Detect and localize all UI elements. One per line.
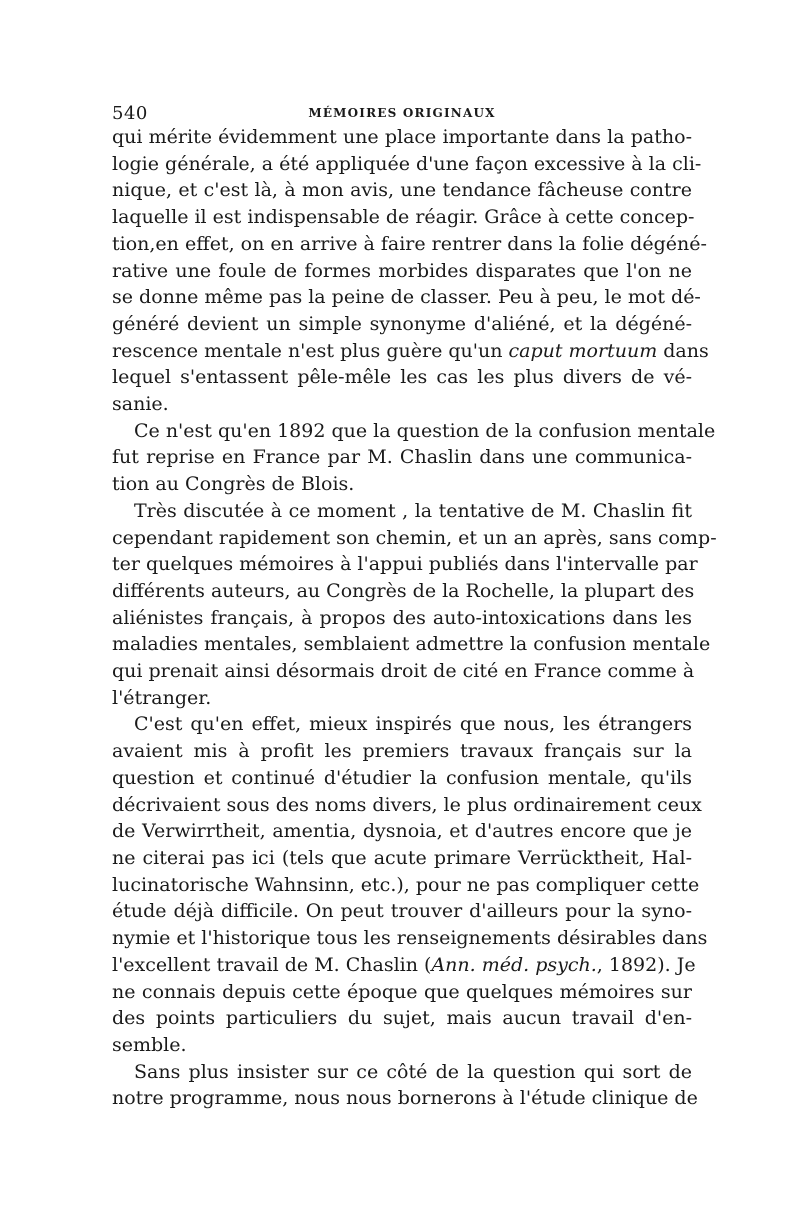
text-line: décrivaient sous des noms divers, le plus ordinairement ceux [112,793,702,816]
text-line: tion au Congrès de Blois. [112,473,355,496]
text-line: de Verwirrtheit, amentia, dysnoia, et d'autres encore que je [112,820,692,843]
text-line: étude déjà difficile. On peut trouver d'ailleurs pour la syno- [112,900,692,923]
text-line: Sans plus insister sur ce côté de la question qui sort de [134,1060,692,1083]
page-header [112,103,692,123]
text-line: l'étranger. [112,686,212,709]
text-line: qui prenait ainsi désormais droit de cité en France comme à [112,660,695,683]
text-line: nique, et c'est là, à mon avis, une tendance fâcheuse contre [112,179,692,202]
text-line: se donne même pas la peine de classer. Peu à peu, le mot dé- [112,286,701,309]
text-line: tion,en effet, on en arrive à faire rentrer dans la folie dégéné- [112,232,707,255]
text-line: avaient mis à profit les premiers travaux français sur la [112,740,692,763]
text-line: notre programme, nous nous bornerons à l'étude clinique de [112,1087,698,1110]
text-line: différents auteurs, au Congrès de la Rochelle, la plupart des [112,579,695,602]
text-line: question et continué d'étudier la confusion mentale, qu'ils [112,766,692,789]
text-line: des points particuliers du sujet, mais aucun travail d'en- [112,1007,692,1030]
text-line: ter quelques mémoires à l'appui publiés dans l'intervalle par [112,553,698,576]
text-line: semble. [112,1033,187,1056]
text-line: nymie et l'historique tous les renseignements désirables dans [112,927,708,950]
text-line: sanie. [112,393,169,416]
paragraph [112,1059,698,1112]
text-line: lequel s'entassent pêle-mêle les cas les plus divers de vé- [112,366,692,389]
text-line: fut reprise en France par M. Chaslin dans une communica- [112,446,692,469]
text-line: C'est qu'en effet, mieux inspirés que nous, les étrangers [134,713,692,736]
text-line: qui mérite évidemment une place importante dans la patho- [112,126,692,148]
text-line: rative une foule de formes morbides disparates que l'on ne [112,259,692,282]
paragraph [112,418,716,498]
text-line: ne connais depuis cette époque que quelques mémoires sur [112,980,692,1003]
text-line: maladies mentales, semblaient admettre la confusion mentale [112,633,711,656]
text-line: cependant rapidement son chemin, et un an après, sans comp- [112,526,717,549]
paragraph [112,124,709,418]
text-line: l'excellent travail de M. Chaslin (Ann. méd. psych., 1892). Je [112,953,696,976]
paragraph [112,498,717,712]
text-line: rescence mentale n'est plus guère qu'un caput mortuum dans [112,339,709,362]
text-line: ne citerai pas ici (tels que acute primare Verrücktheit, Hal- [112,846,692,869]
text-line: aliénistes français, à propos des auto-intoxications dans les [112,606,692,629]
paragraph [112,711,708,1058]
text-line: logie générale, a été appliquée d'une façon excessive à la cli- [112,152,702,175]
text-line: généré devient un simple synonyme d'aliéné, et la dégéné- [112,312,692,335]
running-head: MÉMOIRES ORIGINAUX [308,106,496,120]
page-number: 540 [112,103,148,124]
text-line: lucinatorische Wahnsinn, etc.), pour ne pas compliquer cette [112,873,700,896]
text-line: laquelle il est indispensable de réagir. Grâce à cette concep- [112,206,695,229]
text-line: Ce n'est qu'en 1892 que la question de la confusion mentale [134,419,716,442]
text-line: Très discutée à ce moment , la tentative de M. Chaslin fit [134,499,692,522]
body-text [112,124,717,1112]
